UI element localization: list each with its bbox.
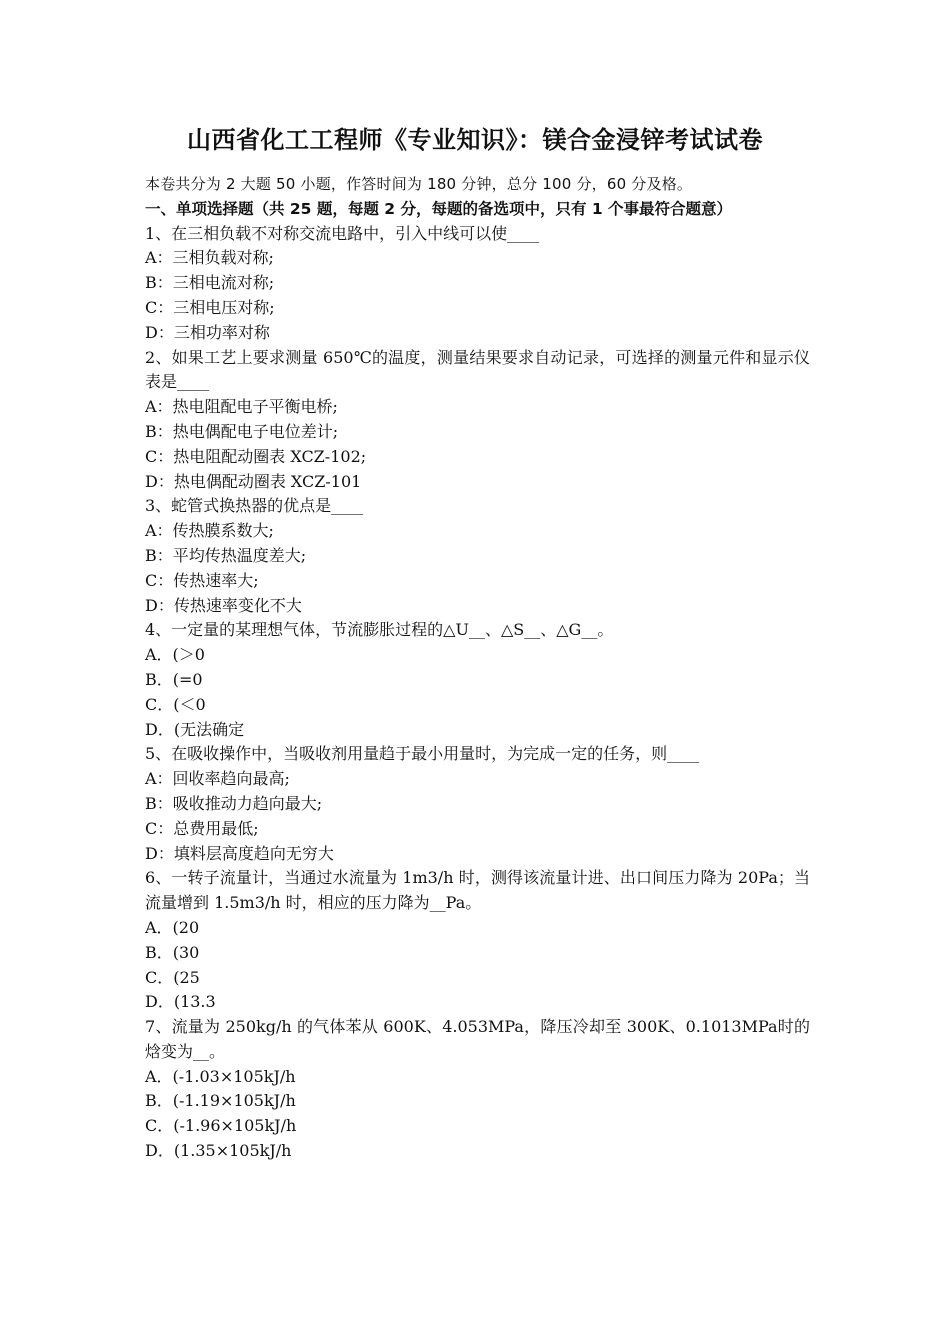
question-2 bbox=[145, 346, 810, 495]
question-stem: 7、流量为 250kg/h 的气体苯从 600K、4.053MPa，降压冷却至 300K、0.1013MPa时的焓变为__。 bbox=[145, 1017, 810, 1061]
question-7 bbox=[145, 1015, 810, 1164]
question-3 bbox=[145, 494, 810, 618]
option-a: A：三相负载对称; bbox=[145, 248, 274, 268]
question-1 bbox=[145, 222, 810, 346]
option-a: A：热电阻配电子平衡电桥; bbox=[145, 397, 338, 417]
option-a: A．(20 bbox=[145, 917, 200, 937]
question-stem: 4、一定量的某理想气体，节流膨胀过程的△U__、△S__、△G__。 bbox=[145, 620, 614, 640]
option-d: D．(1.35×105kJ/h bbox=[145, 1141, 292, 1161]
option-a: A．(＞0 bbox=[145, 645, 205, 665]
question-stem: 5、在吸收操作中，当吸收剂用量趋于最小用量时，为完成一定的任务，则____ bbox=[145, 744, 700, 764]
option-d: D．(13.3 bbox=[145, 992, 216, 1012]
option-c: C：三相电压对称; bbox=[145, 297, 275, 317]
option-b: B．(=0 bbox=[145, 669, 203, 689]
question-6 bbox=[145, 866, 810, 1015]
option-a: A：传热膜系数大; bbox=[145, 521, 274, 541]
option-c: C．(25 bbox=[145, 967, 200, 987]
question-5 bbox=[145, 742, 810, 866]
question-stem: 1、在三相负载不对称交流电路中，引入中线可以使____ bbox=[145, 223, 540, 243]
option-b: B：平均传热温度差大; bbox=[145, 545, 307, 565]
option-a: A．(-1.03×105kJ/h bbox=[145, 1066, 296, 1086]
section-heading: 一、单项选择题（共 25 题，每题 2 分，每题的备选项中，只有 1 个事最符合题意） bbox=[145, 199, 733, 218]
option-d: D：填料层高度趋向无穷大 bbox=[145, 843, 334, 863]
question-4 bbox=[145, 618, 810, 742]
question-stem: 6、一转子流量计，当通过水流量为 1m3/h 时，测得该流量计进、出口间压力降为 20Pa；当流量增到 1.5m3/h 时，相应的压力降为__Pa。 bbox=[145, 868, 810, 913]
option-b: B．(-1.19×105kJ/h bbox=[145, 1091, 296, 1111]
option-b: B：三相电流对称; bbox=[145, 273, 275, 293]
option-d: D：热电偶配动圈表 XCZ-101 bbox=[145, 471, 362, 491]
option-d: D：传热速率变化不大 bbox=[145, 595, 302, 615]
option-b: B．(30 bbox=[145, 942, 200, 962]
option-d: D：三相功率对称 bbox=[145, 322, 270, 342]
option-c: C．(＜0 bbox=[145, 694, 206, 714]
option-d: D．(无法确定 bbox=[145, 719, 245, 739]
option-c: C：热电阻配动圈表 XCZ-102; bbox=[145, 446, 367, 466]
exam-intro: 本卷共分为 2 大题 50 小题，作答时间为 180 分钟，总分 100 分，60 分及格。 bbox=[145, 175, 693, 193]
page-title: 山西省化工工程师《专业知识》：镁合金浸锌考试试卷 bbox=[187, 126, 763, 154]
option-c: C．(-1.96×105kJ/h bbox=[145, 1116, 297, 1136]
option-b: B：吸收推动力趋向最大; bbox=[145, 793, 323, 813]
option-a: A：回收率趋向最高; bbox=[145, 769, 290, 789]
option-c: C：总费用最低; bbox=[145, 818, 259, 838]
question-stem: 2、如果工艺上要求测量 650℃的温度，测量结果要求自动记录，可选择的测量元件和显示仪表是____ bbox=[145, 347, 810, 392]
exam-content bbox=[145, 172, 810, 1164]
question-stem: 3、蛇管式换热器的优点是____ bbox=[145, 496, 364, 516]
option-c: C：传热速率大; bbox=[145, 570, 259, 590]
option-b: B：热电偶配电子电位差计; bbox=[145, 421, 339, 441]
